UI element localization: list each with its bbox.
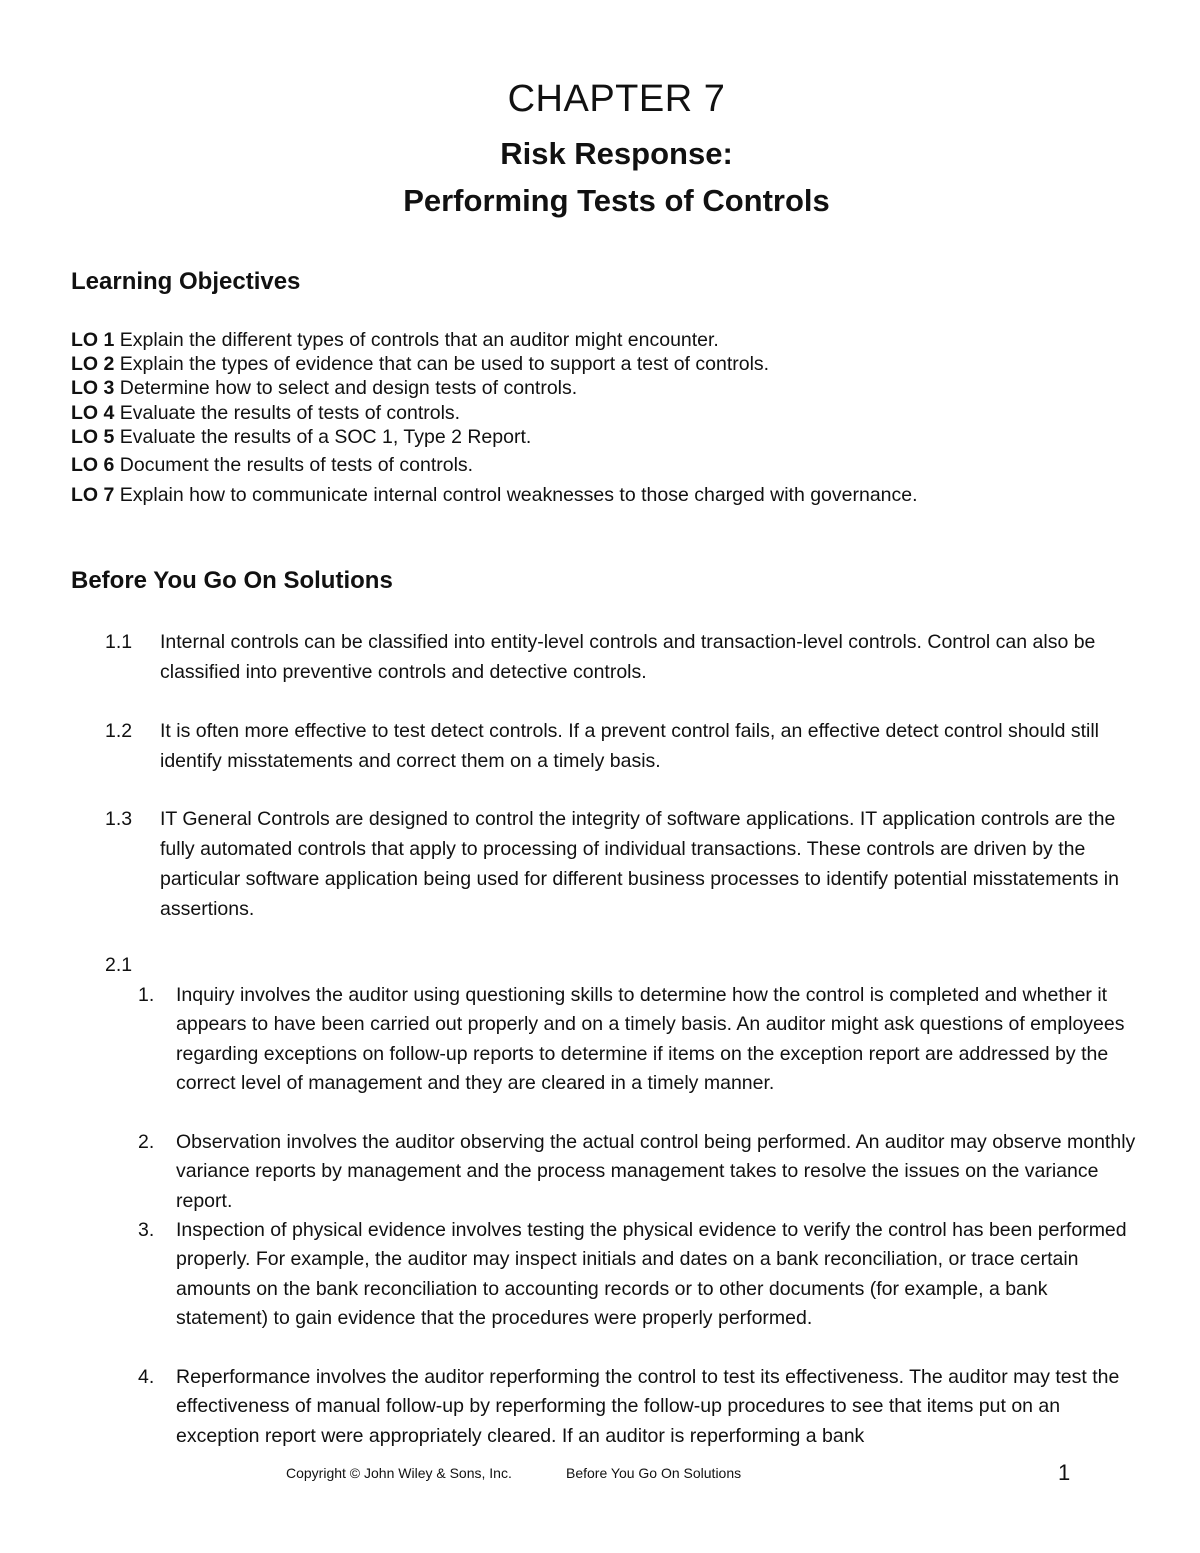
solution-paragraph [105,804,1145,924]
lo-code: LO 5 [71,426,115,448]
paragraph-text: IT General Controls are designed to control the integrity of software applications. IT application controls are the fully automated controls that apply to processing of individual transactions. These controls are driven by the particular software application being used for different business processes to identify potential misstatements in assertions. [160,808,1119,920]
learning-objective-6 [71,453,473,477]
lo-code: LO 4 [71,402,115,424]
lo-code: LO 3 [71,377,115,399]
footer-section-title: Before You Go On Solutions [566,1465,742,1481]
list-item-text: Inspection of physical evidence involves testing the physical evidence to verify the control has been performed properly. For example, the auditor may inspect initials and dates on a bank reconciliation, or trace certain amounts on the bank reconciliation to accounting records or to other documents (for example, a bank statement) to gain evidence that the procedures were properly performed. [176,1219,1127,1329]
learning-objective-4 [71,401,460,425]
section-number: 2.1 [105,954,133,976]
list-item-number: 1. [138,984,155,1006]
chapter-subtitle-line2: Performing Tests of Controls [403,183,830,218]
lo-text: Determine how to select and design tests of controls. [114,377,578,399]
learning-objective-5 [71,425,531,449]
list-item-text: Observation involves the auditor observing the actual control being performed. An auditor may observe monthly variance reports by management and the process management takes to resolve the issues on the variance report. [176,1131,1136,1212]
paragraph-text: Internal controls can be classified into entity-level controls and transaction-level controls. Control can also be classified into preventive controls and detective controls. [160,631,1096,683]
lo-text: Evaluate the results of tests of controls. [114,402,461,424]
learning-objectives-heading: Learning Objectives [71,268,301,295]
lo-text: Explain how to communicate internal control weaknesses to those charged with governance. [114,484,918,506]
numbered-list-item [138,1363,1138,1451]
paragraph-number: 1.3 [105,808,133,830]
solutions-heading: Before You Go On Solutions [71,567,393,594]
numbered-list-item [138,981,1138,1098]
footer-copyright: Copyright © John Wiley & Sons, Inc. [286,1465,512,1481]
solution-paragraph [105,716,1145,776]
lo-code: LO 7 [71,484,115,506]
learning-objective-3 [71,376,577,400]
paragraph-number: 1.1 [105,631,133,653]
learning-objective-7 [71,483,918,507]
paragraph-number: 1.2 [105,720,133,742]
learning-objective-2 [71,352,769,376]
numbered-list-item [138,1216,1138,1333]
paragraph-text: It is often more effective to test detect controls. If a prevent control fails, an effective detect control should still identify misstatements and correct them on a timely basis. [160,720,1100,772]
lo-code: LO 6 [71,454,115,476]
solution-paragraph [105,627,1145,687]
list-item-number: 2. [138,1131,155,1153]
chapter-title: CHAPTER 7 [507,78,726,120]
lo-code: LO 2 [71,353,115,375]
page-number: 1 [1058,1460,1071,1485]
page-footer [0,1460,1200,1487]
lo-code: LO 1 [71,329,115,351]
chapter-subtitle-line1: Risk Response: [500,136,733,171]
lo-text: Evaluate the results of a SOC 1, Type 2 Report. [114,426,532,448]
lo-text: Explain the different types of controls that an auditor might encounter. [114,329,719,351]
list-item-text: Reperformance involves the auditor reperforming the control to test its effectiveness. The auditor may test the effectiveness of manual follow-up by reperforming the follow-up procedures to see that items put on an exception report were appropriately cleared. If an auditor is reperforming a bank [176,1366,1120,1447]
learning-objective-1 [71,328,719,352]
lo-text: Document the results of tests of controls. [114,454,474,476]
list-item-number: 3. [138,1219,155,1241]
list-item-number: 4. [138,1366,155,1388]
list-item-text: Inquiry involves the auditor using questioning skills to determine how the control is completed and whether it appears to have been carried out properly and on a timely basis. An auditor might ask questions of employees regarding exceptions on follow-up reports to determine if items on the exception report are addressed by the correct level of management and they are cleared in a timely manner. [176,984,1125,1094]
lo-text: Explain the types of evidence that can be used to support a test of controls. [114,353,770,375]
numbered-list-item [138,1128,1138,1216]
